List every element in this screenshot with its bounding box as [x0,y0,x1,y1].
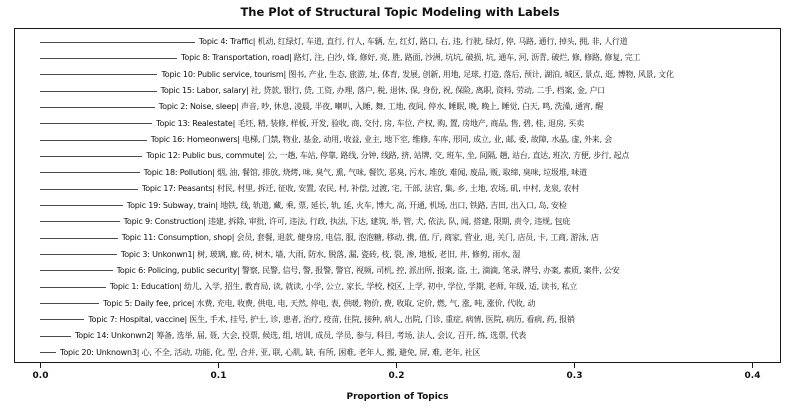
x-axis-tick-label: 0.1 [210,371,227,381]
topic-proportion-line [40,58,177,59]
topic-row [40,99,603,115]
topic-label: Topic 7: Hospital, vaccine| 医生, 手术, 挂号, 护士, 诊, 患者, 治疗, 疫苗, 住院, 接种, 病人, 出院, 门诊, 重症, 病情, 医院, 病历, 看病, 药, 报销 [88,314,575,324]
topic-proportion-line [40,336,71,337]
x-axis-tick-mark [574,363,575,368]
topic-proportion-line [40,205,123,206]
topic-label: Topic 2: Noise, sleep| 声音, 吵, 休息, 凌晨, 半夜, 喇叭, 入睡, 舞, 工地, 夜间, 停水, 睡眠, 晚, 晚上, 睡觉, 白天, 鸣, 洗澡, 通宵, 醒 [158,102,604,112]
topic-label: Topic 9: Construction| 违建, 拆除, 审批, 许可, 违法, 行政, 执法, 下达, 建筑, 举, 管, 犬, 依法, 队, 闻, 搭建, 限期, 责令, 违规, 包庇 [123,216,571,226]
topic-row [40,67,674,83]
topic-row [40,83,605,99]
topic-row [40,198,567,214]
topic-row [40,116,584,132]
topic-row [40,312,575,328]
topic-label: Topic 16: Homeonwers| 电梯, 门禁, 物业, 基金, 动用, 收益, 业主, 地下室, 维修, 车库, 形同, 成立, 业, 邮, 委, 故障, 水晶, 虚, 外来, 会 [150,135,613,145]
topic-row [40,214,570,230]
topic-row [40,345,480,361]
topic-proportion-line [40,123,152,124]
topic-label: Topic 11: Consumption, shop| 会员, 套餐, 退款, 健身房, 电信, 服, 泡泡糖, 移动, 携, 值, 厅, 商家, 营业, 退, 关门, 店员, 卡, 工商, 游泳, 店 [121,233,599,243]
x-axis-title: Proportion of Topics [346,392,449,402]
topic-row [40,247,520,263]
topic-label: Topic 6: Policing, public security| 警察, 民警, 信号, 警, 报警, 警官, 视频, 司机, 控, 派出所, 报案, 盗, 士, 滴滴, 笔录, 牌号, 办案, 素质, 案件, 公安 [116,265,620,275]
topic-row [40,132,612,148]
topic-label: Topic 3: Unkonwn1| 树, 玻璃, 廊, 砖, 树木, 墙, 大雨, 防水, 脱落, 漏, 瓷砖, 枝, 裂, 渗, 地板, 老旧, 井, 修剪, 雨水, 湿 [120,249,521,259]
topic-proportion-line [40,156,142,157]
topic-label: Topic 8: Transportation, road| 路灯, 注, 白沙, 烽, 修好, 亮, 胜, 路面, 沙洲, 坑坑, 破损, 坑, 通车, 河, 沥青, 破烂, 修, 修路, 修复, 完工 [181,53,641,63]
x-axis-tick-mark [396,363,397,368]
topic-row [40,181,579,197]
topic-label: Topic 10: Public service, tourism| 图书, 产业, 生态, 旅游, 址, 体育, 发展, 创新, 用地, 足球, 打造, 落后, 预计, 湖泊, 城区, 景点, 逛, 博物, 风景, 文化 [161,69,674,79]
x-axis-tick-mark [218,363,219,368]
topic-proportion-line [40,287,106,288]
x-axis-tick-label: 0.0 [32,371,49,381]
topic-label: Topic 20: Unknown3| 心, 不全, 活动, 功能, 化, 型, 合并, 亚, 联, 心肌, 缺, 有所, 困难, 老年人, 搬, 避免, 屏, 难, 老年, 社区 [60,347,481,357]
topic-row [40,148,629,164]
topic-proportion-line [40,270,113,271]
chart-title: The Plot of Structural Topic Modeling with Labels [240,5,560,19]
topic-row [40,165,587,181]
topic-row [40,279,577,295]
topic-label: Topic 18: Pollution| 烟, 油, 餐馆, 排放, 烧烤, 味, 臭气, 熏, 气味, 餐饮, 恶臭, 污水, 堆放, 难闻, 废品, 贩, 取缔, 臭味, 垃圾堆, 味道 [143,167,587,177]
plot-area [14,28,781,363]
topic-label: Topic 1: Education| 幼儿, 入学, 招生, 教育局, 读, 就读, 小学, 公立, 家长, 学校, 校区, 上学, 初中, 学位, 学期, 老师, 年级, 适, 读书, 私立 [109,282,578,292]
topic-proportion-line [40,172,140,173]
topic-row [40,34,627,50]
topic-proportion-line [40,254,117,255]
topic-row [40,230,599,246]
topic-row [40,296,535,312]
topic-proportion-line [40,74,157,75]
topic-proportion-line [40,303,99,304]
topic-label: Topic 19: Subway, train| 地铁, 线, 轨道, 藏, 乘, 票, 延长, 轨, 延, 火车, 博大, 高, 开通, 机场, 出口, 铁路, 吉田, 出入口, 岛, 安检 [126,200,567,210]
topic-row [40,263,620,279]
topic-proportion-line [40,91,157,92]
topic-row [40,328,526,344]
topic-label: Topic 12: Public bus, commute| 公, 一趟, 车站, 停靠, 路线, 分钟, 线路, 挤, 站牌, 交, 班车, 坐, 间隔, 趟, 站台, 直达, 班次, 方便, 步行, 起点 [146,151,630,161]
topic-label: Topic 17: Peasants| 村民, 村里, 拆迁, 征收, 安置, 农民, 村, 补偿, 过渡, 宅, 干部, 法官, 集, 乡, 土地, 农场, 矶, 中村, 龙泉, 农村 [141,184,580,194]
topic-label: Topic 5: Daily fee, price| 水费, 充电, 收费, 供电, 电, 天然, 停电, 表, 供暖, 物价, 费, 收取, 定价, 燃, 气, 涨, 吨, 涨价, 代收, 动 [103,298,536,308]
topic-proportion-line [40,107,155,108]
topic-proportion-line [40,140,147,141]
x-axis-tick-label: 0.4 [744,371,761,381]
topic-proportion-line [40,319,84,320]
x-axis-tick-label: 0.3 [566,371,583,381]
topic-label: Topic 4: Traffic| 机动, 红绿灯, 车道, 直行, 行人, 车辆, 左, 红灯, 路口, 右, 违, 行驶, 绿灯, 停, 马路, 通行, 掉头, 拥, 非, 人行道 [198,37,628,46]
topic-proportion-line [40,42,195,43]
topic-proportion-line [40,352,56,353]
topic-proportion-line [40,221,120,222]
x-axis-tick-mark [752,363,753,368]
topic-label: Topic 13: Realestate| 毛坯, 精, 装修, 样板, 开发, 验收, 商, 交付, 房, 车位, 产权, 购, 置, 房地产, 商品, 售, 碧, 桂, 退房, 买卖 [156,118,584,128]
x-axis-tick-mark [40,363,41,368]
topic-label: Topic 14: Unkonwn2| 筹备, 选举, 届, 聂, 大会, 投票, 候选, 组, 培训, 成员, 学员, 参与, 科目, 考场, 法人, 会议, 召开, 练, 选票, 代表 [74,331,527,341]
topic-row [40,50,640,66]
topic-proportion-line [40,189,138,190]
topic-proportion-line [40,238,118,239]
topic-label: Topic 15: Labor, salary| 社, 贷款, 银行, 贷, 工资, 办理, 落户, 税, 退休, 保, 身份, 祝, 保险, 离职, 资料, 劳动, 二手, 档案, 金, 户口 [160,86,606,96]
x-axis-tick-label: 0.2 [388,371,405,381]
